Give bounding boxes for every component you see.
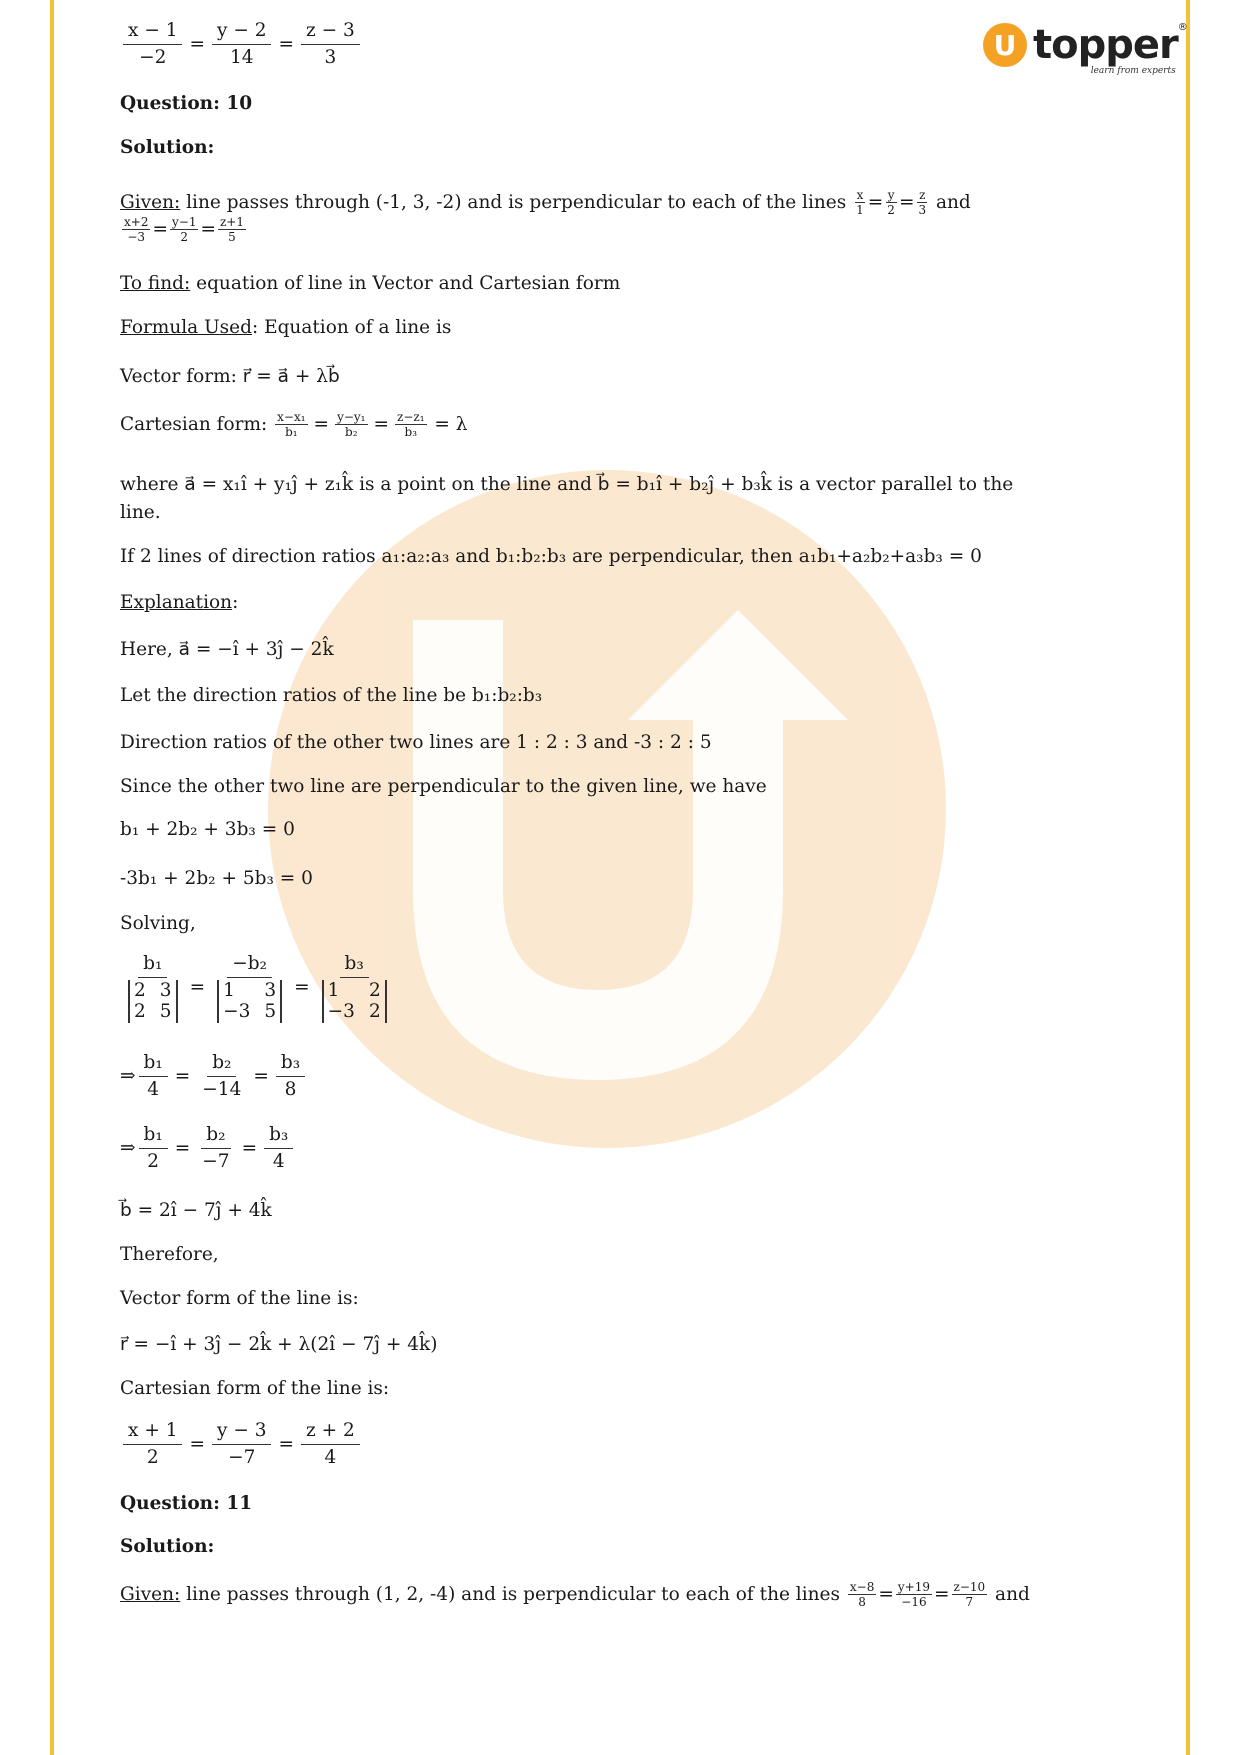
det-cell: 3 <box>159 980 172 1002</box>
and-text: and <box>995 1583 1030 1605</box>
watermark-logo <box>268 470 946 1148</box>
frac-num: z <box>919 188 926 202</box>
det-cell: 1 <box>327 980 340 1002</box>
frac-num: x + 1 <box>123 1420 182 1445</box>
frac-num: x−x₁ <box>277 410 306 424</box>
frac-den: 4 <box>324 1447 337 1469</box>
logo-mark-icon: U <box>983 23 1027 67</box>
since-line: Since the other two line are perpendicular to the given line, we have <box>120 776 767 797</box>
det-cell: −3 <box>327 1001 355 1023</box>
frac-den: b₃ <box>404 425 418 440</box>
frac-den: 3 <box>324 47 337 69</box>
determinant <box>217 980 282 1023</box>
determinant <box>128 980 178 1023</box>
perpendicular-rule: If 2 lines of direction ratios a₁:a₂:a₃ and b₁:b₂:b₃ are perpendicular, then a₁b₁+a₂b₂+a₃b₃ = 0 <box>120 546 982 567</box>
left-page-border <box>50 0 54 1755</box>
frac-den: −7 <box>228 1447 256 1469</box>
frac-den: 5 <box>228 230 236 245</box>
where-text: where a⃗ = x₁î + y₁ĵ + z₁k̂ is a point on the line and b⃗ = b₁î + b₂ĵ + b₃k̂ is a vector parallel to the <box>120 474 1014 495</box>
to-find-label: To find: <box>120 273 191 294</box>
formula-label: Formula Used <box>120 317 252 338</box>
here-line: Here, a⃗ = −î + 3ĵ − 2k̂ <box>120 639 334 660</box>
given-text: line passes through (-1, 3, -2) and is perpendicular to each of the lines <box>180 191 853 213</box>
given-line: Given: line passes through (-1, 3, -2) and is perpendicular to each of the lines $\frac{x}{1}$ = $\frac{y}{2}$ = $\frac{z}{3}$ and <box>120 188 971 218</box>
logo-registered: ® <box>1177 22 1188 33</box>
to-find-line <box>120 273 620 295</box>
frac-den: 3 <box>918 203 927 218</box>
frac-den: −7 <box>202 1151 230 1173</box>
implies-arrow: ⇒ <box>120 1137 136 1159</box>
frac-den: −2 <box>139 47 167 69</box>
frac-den: −16 <box>901 1595 927 1610</box>
frac-num: x+2 <box>124 215 149 229</box>
logo-tagline: learn from experts <box>1090 66 1176 76</box>
frac-num: z − 3 <box>301 20 360 45</box>
frac-den: 2 <box>887 203 895 218</box>
frac-den: 1 <box>856 203 864 218</box>
frac-num: y−1 <box>171 215 197 229</box>
frac-den: 2 <box>147 1151 160 1173</box>
frac-den: 8 <box>858 1595 866 1610</box>
given-text: line passes through (1, 2, -4) and is perpendicular to each of the lines <box>180 1583 846 1605</box>
question-11-heading: Question: 11 <box>120 1493 253 1514</box>
equation-1: b₁ + 2b₂ + 3b₃ = 0 <box>120 819 295 840</box>
cartesian-form-line: Cartesian form: $\frac{\text{x−x₁}}{\text{b₁}}$ = $\frac{\text{y−y₁}}{\text{b₂}}$ = $\frac{\text{z−z₁}}{\text{b₃}}$ = λ <box>120 410 468 440</box>
top-equation: $\frac{x - 1}{-2}$ = $\frac{y - 2}{14}$ = $\frac{z - 3}{3}$ <box>120 20 363 69</box>
frac-den: 7 <box>965 1595 974 1610</box>
frac-den: b₂ <box>345 425 358 440</box>
solving-line: Solving, <box>120 913 196 934</box>
to-find-text: equation of line in Vector and Cartesian form <box>190 273 621 294</box>
vector-form-equation: r⃗ = a⃗ + λb⃗ <box>242 366 340 387</box>
therefore-line: Therefore, <box>120 1244 219 1265</box>
frac-den: −3 <box>127 230 146 245</box>
implies-arrow: ⇒ <box>120 1065 136 1087</box>
b-vector: b⃗ = 2î − 7ĵ + 4k̂ <box>120 1200 272 1221</box>
det-cell: 2 <box>134 980 146 1002</box>
frac-num: b₂ <box>207 1052 236 1077</box>
vector-line-equation: r⃗ = −î + 3ĵ − 2k̂ + λ(2î − 7ĵ + 4k̂) <box>120 1334 438 1355</box>
frac-den: 4 <box>272 1151 285 1173</box>
frac-den: 2 <box>180 230 189 245</box>
frac-num: y+19 <box>897 1580 930 1594</box>
determinant <box>322 980 387 1023</box>
given-11-line: Given: line passes through (1, 2, -4) and is perpendicular to each of the lines $\frac{x-8}{8}$ = $\frac{y+19}{-16}$ = $\frac{z-10}{7}$ and <box>120 1580 1030 1610</box>
frac-num: z + 2 <box>301 1420 360 1445</box>
let-line: Let the direction ratios of the line be b₁:b₂:b₃ <box>120 685 543 706</box>
explanation-colon: : <box>232 592 239 613</box>
step-1: ⇒ $\frac{\text{b₁}}{4}$ = $\frac{\text{b₂}}{-14}$ = $\frac{\text{b₃}}{8}$ <box>120 1052 308 1101</box>
solution-heading: Solution: <box>120 137 215 158</box>
formula-line <box>120 317 451 339</box>
cartesian-line-equation: $\frac{x + 1}{2}$ = $\frac{y - 3}{-7}$ = $\frac{z + 2}{4}$ <box>120 1420 363 1469</box>
frac-num: b₃ <box>264 1124 293 1149</box>
frac-num: b₂ <box>201 1124 230 1149</box>
where-text-2: line. <box>120 502 161 523</box>
logo-text: topper <box>1033 22 1178 68</box>
given-label: Given: <box>120 1583 181 1605</box>
det-cell: −3 <box>223 1001 251 1023</box>
explanation-line <box>120 592 238 614</box>
frac-den: −14 <box>202 1079 242 1101</box>
vector-form-label: Vector form: <box>120 366 243 387</box>
det-cell: 5 <box>159 1001 172 1023</box>
det-cell: 2 <box>134 1001 146 1023</box>
explanation-label: Explanation <box>120 592 233 613</box>
frac-num: b₁ <box>139 1124 168 1149</box>
frac-num: y − 2 <box>212 20 271 45</box>
frac-num: z−10 <box>953 1580 986 1594</box>
given-line-2: $\frac{x+2}{-3}$ = $\frac{y-1}{2}$ = $\frac{z+1}{5}$ <box>124 215 244 245</box>
determinant-fractions: b₁ 2 3 2 5 = −b₂ 1 3 −3 5 = b₃ 1 2 −3 2 <box>120 953 395 1023</box>
frac-num: y <box>887 188 895 202</box>
frac-num: y−y₁ <box>337 410 366 424</box>
frac-den: 14 <box>229 47 254 69</box>
question-10-heading: Question: 10 <box>120 93 253 114</box>
frac-num: b₃ <box>340 953 369 978</box>
vector-form-line <box>120 366 340 388</box>
equation-2: -3b₁ + 2b₂ + 5b₃ = 0 <box>120 868 313 889</box>
direction-ratios-line: Direction ratios of the other two lines are 1 : 2 : 3 and -3 : 2 : 5 <box>120 732 712 753</box>
frac-num: x − 1 <box>123 20 182 45</box>
frac-den: 2 <box>146 1447 159 1469</box>
cartesian-line-label: Cartesian form of the line is: <box>120 1378 390 1399</box>
cartesian-tail: = λ <box>434 413 468 435</box>
watermark-u-arrow-icon <box>268 470 946 1148</box>
frac-den: b₁ <box>285 425 298 440</box>
frac-den: 8 <box>284 1079 297 1101</box>
right-page-border <box>1186 0 1190 1755</box>
frac-den: 4 <box>147 1079 160 1101</box>
vector-line-label: Vector form of the line is: <box>120 1288 359 1309</box>
det-cell: 2 <box>368 1001 381 1023</box>
formula-text: : Equation of a line is <box>251 317 452 338</box>
frac-num: x <box>856 188 864 202</box>
det-cell: 2 <box>368 980 381 1002</box>
step-2: ⇒ $\frac{\text{b₁}}{2}$ = $\frac{\text{b₂}}{-7}$ = $\frac{\text{b₃}}{4}$ <box>120 1124 296 1173</box>
det-cell: 5 <box>264 1001 277 1023</box>
topper-logo <box>983 22 1188 76</box>
frac-num: b₁ <box>139 1052 168 1077</box>
given-label: Given: <box>120 191 181 213</box>
frac-num: −b₂ <box>227 953 272 978</box>
and-text: and <box>935 191 971 213</box>
solution-11-heading: Solution: <box>120 1536 215 1557</box>
det-cell: 3 <box>264 980 277 1002</box>
cartesian-form-label: Cartesian form: <box>120 413 274 435</box>
frac-num: y − 3 <box>212 1420 271 1445</box>
det-cell: 1 <box>223 980 235 1002</box>
frac-num: b₁ <box>138 953 167 978</box>
frac-num: x−8 <box>849 1580 875 1594</box>
frac-num: z−z₁ <box>397 410 425 424</box>
frac-num: b₃ <box>276 1052 305 1077</box>
frac-num: z+1 <box>219 215 244 229</box>
